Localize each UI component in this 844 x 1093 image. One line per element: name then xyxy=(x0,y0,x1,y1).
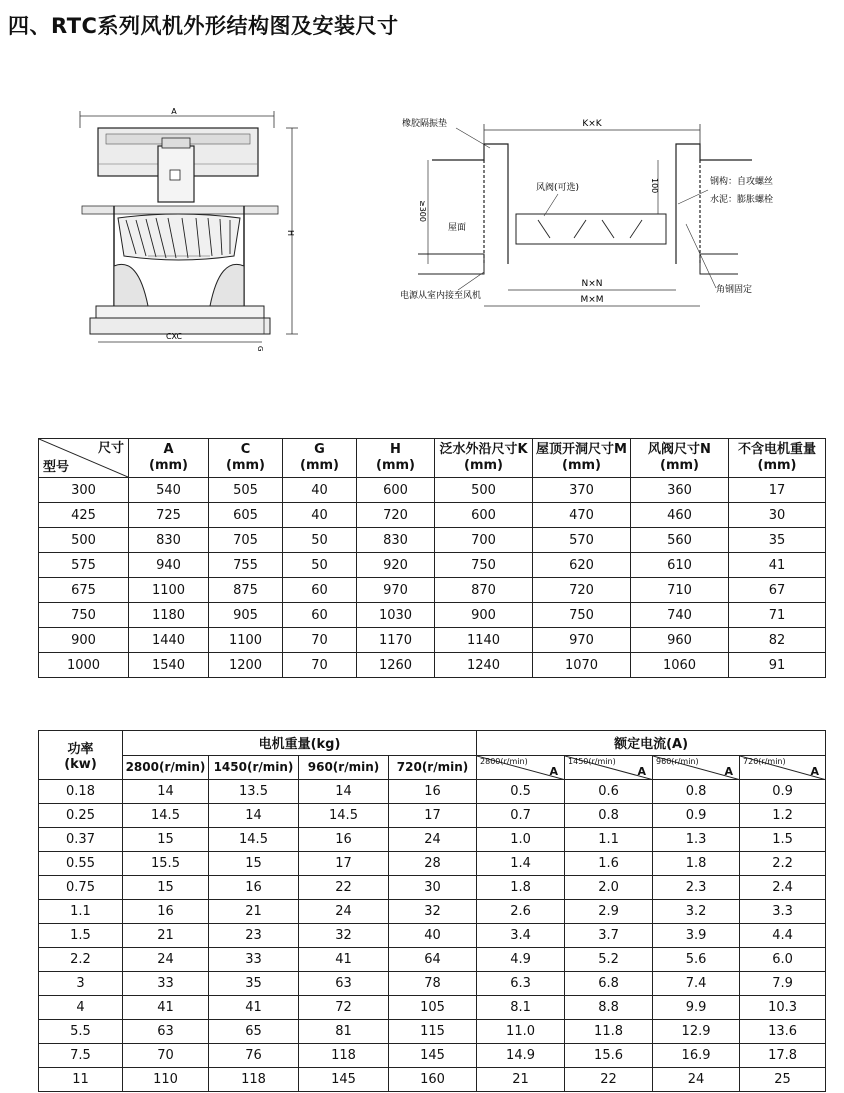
table-cell: 16 xyxy=(209,876,299,900)
table-cell: 70 xyxy=(123,1044,209,1068)
table-cell: 750 xyxy=(39,603,129,628)
dim-300-label: ≥300 xyxy=(418,200,427,222)
table-cell: 7.4 xyxy=(653,972,740,996)
table-row xyxy=(39,578,826,603)
table-cell: 78 xyxy=(389,972,477,996)
table-cell: 17 xyxy=(299,852,389,876)
table-row xyxy=(39,1068,826,1092)
table-cell: 740 xyxy=(631,603,729,628)
table-cell: 675 xyxy=(39,578,129,603)
table-cell: 5.6 xyxy=(653,948,740,972)
table-cell: 905 xyxy=(209,603,283,628)
table-cell: 1.1 xyxy=(565,828,653,852)
table-row xyxy=(39,924,826,948)
steel-label: 钢构：自攻螺丝 xyxy=(710,177,774,187)
table-cell: 4.4 xyxy=(740,924,826,948)
table-cell: 15 xyxy=(123,828,209,852)
weight-speed-header: 1450(r/min) xyxy=(209,755,299,780)
table-cell: 970 xyxy=(357,578,435,603)
table-cell: 830 xyxy=(129,528,209,553)
table-cell: 1540 xyxy=(129,653,209,678)
table-cell: 875 xyxy=(209,578,283,603)
table-cell: 1.5 xyxy=(39,924,123,948)
table-cell: 40 xyxy=(283,503,357,528)
table-cell: 2.6 xyxy=(477,900,565,924)
table-cell: 1.6 xyxy=(565,852,653,876)
table-cell: 370 xyxy=(533,478,631,503)
table-cell: 3.9 xyxy=(653,924,740,948)
table-cell: 0.55 xyxy=(39,852,123,876)
table-cell: 17 xyxy=(729,478,826,503)
table-cell: 9.9 xyxy=(653,996,740,1020)
power-header: 功率 (kw) xyxy=(39,731,123,780)
table-cell: 21 xyxy=(477,1068,565,1092)
table-row xyxy=(39,1044,826,1068)
dims-col-header: 不含电机重量 (mm) xyxy=(729,439,826,478)
table-row xyxy=(39,528,826,553)
table-cell: 1140 xyxy=(435,628,533,653)
table-cell: 11.0 xyxy=(477,1020,565,1044)
kxk-label: K×K xyxy=(582,119,602,129)
table-cell: 67 xyxy=(729,578,826,603)
dimensions-table xyxy=(38,438,826,678)
power-label: 电源从室内接至风机 xyxy=(400,291,482,301)
table-row xyxy=(39,948,826,972)
table-cell: 72 xyxy=(299,996,389,1020)
dims-col-header: 屋顶开洞尺寸M (mm) xyxy=(533,439,631,478)
concrete-label: 水泥：膨胀螺栓 xyxy=(710,195,774,205)
table-cell: 570 xyxy=(533,528,631,553)
table-cell: 505 xyxy=(209,478,283,503)
table-cell: 12.9 xyxy=(653,1020,740,1044)
weight-speed-header: 720(r/min) xyxy=(389,755,477,780)
table-cell: 110 xyxy=(123,1068,209,1092)
table-cell: 0.9 xyxy=(740,780,826,804)
table-cell: 22 xyxy=(299,876,389,900)
weight-speed-header: 2800(r/min) xyxy=(123,755,209,780)
table-cell: 32 xyxy=(299,924,389,948)
table-cell: 14.5 xyxy=(123,804,209,828)
table-cell: 145 xyxy=(389,1044,477,1068)
dims-col-header: G (mm) xyxy=(283,439,357,478)
table-cell: 1260 xyxy=(357,653,435,678)
table-cell: 41 xyxy=(123,996,209,1020)
table-row xyxy=(39,780,826,804)
table-cell: 7.9 xyxy=(740,972,826,996)
table-cell: 6.3 xyxy=(477,972,565,996)
table-row xyxy=(39,972,826,996)
dims-col-header: 泛水外沿尺寸K (mm) xyxy=(435,439,533,478)
table-cell: 900 xyxy=(435,603,533,628)
table-cell: 16.9 xyxy=(653,1044,740,1068)
dims-col-header: H (mm) xyxy=(357,439,435,478)
table-cell: 1240 xyxy=(435,653,533,678)
table-cell: 32 xyxy=(389,900,477,924)
table-cell: 14 xyxy=(123,780,209,804)
table-cell: 1.8 xyxy=(653,852,740,876)
table-row xyxy=(39,828,826,852)
table-cell: 30 xyxy=(389,876,477,900)
table-cell: 16 xyxy=(123,900,209,924)
table-cell: 0.75 xyxy=(39,876,123,900)
table-cell: 8.1 xyxy=(477,996,565,1020)
table-cell: 41 xyxy=(209,996,299,1020)
page-title: 四、RTC系列风机外形结构图及安装尺寸 xyxy=(8,14,399,38)
table-cell: 25 xyxy=(740,1068,826,1092)
table-cell: 1200 xyxy=(209,653,283,678)
table-cell: 70 xyxy=(283,628,357,653)
table-cell: 600 xyxy=(435,503,533,528)
table-cell: 15 xyxy=(209,852,299,876)
current-speed-header: 2800(r/min) A xyxy=(477,755,565,780)
table-cell: 1.1 xyxy=(39,900,123,924)
nxn-label: N×N xyxy=(581,279,603,289)
table-cell: 3.4 xyxy=(477,924,565,948)
table-cell: 35 xyxy=(209,972,299,996)
table-cell: 560 xyxy=(631,528,729,553)
table-cell: 540 xyxy=(129,478,209,503)
table-cell: 3.7 xyxy=(565,924,653,948)
dims-header-row xyxy=(39,439,826,478)
table-cell: 575 xyxy=(39,553,129,578)
table-cell: 145 xyxy=(299,1068,389,1092)
table-cell: 2.2 xyxy=(39,948,123,972)
motor-header-row-2 xyxy=(39,755,826,780)
table-cell: 40 xyxy=(283,478,357,503)
table-cell: 700 xyxy=(435,528,533,553)
table-cell: 940 xyxy=(129,553,209,578)
table-cell: 460 xyxy=(631,503,729,528)
table-cell: 35 xyxy=(729,528,826,553)
fan-outline-drawing xyxy=(78,106,310,352)
table-cell: 14 xyxy=(209,804,299,828)
weight-group-header: 电机重量(kg) xyxy=(123,731,477,756)
table-cell: 1170 xyxy=(357,628,435,653)
table-cell: 725 xyxy=(129,503,209,528)
table-row xyxy=(39,804,826,828)
table-cell: 1060 xyxy=(631,653,729,678)
table-cell: 28 xyxy=(389,852,477,876)
table-cell: 470 xyxy=(533,503,631,528)
table-cell: 14.9 xyxy=(477,1044,565,1068)
table-cell: 500 xyxy=(39,528,129,553)
table-cell: 71 xyxy=(729,603,826,628)
angle-steel-label: 角钢固定 xyxy=(716,285,753,295)
table-cell: 81 xyxy=(299,1020,389,1044)
dims-col-header: A (mm) xyxy=(129,439,209,478)
motor-header-row-1 xyxy=(39,731,826,756)
installation-drawing xyxy=(398,104,818,320)
table-cell: 33 xyxy=(209,948,299,972)
table-cell: 2.0 xyxy=(565,876,653,900)
current-group-header: 额定电流(A) xyxy=(477,731,826,756)
dims-table-body xyxy=(39,478,826,678)
table-cell: 720 xyxy=(533,578,631,603)
dims-corner-cell xyxy=(39,439,129,478)
table-cell: 1.0 xyxy=(477,828,565,852)
table-cell: 33 xyxy=(123,972,209,996)
table-cell: 870 xyxy=(435,578,533,603)
table-cell: 21 xyxy=(123,924,209,948)
table-cell: 70 xyxy=(283,653,357,678)
table-cell: 63 xyxy=(299,972,389,996)
table-cell: 60 xyxy=(283,578,357,603)
table-cell: 750 xyxy=(435,553,533,578)
table-cell: 15.5 xyxy=(123,852,209,876)
table-cell: 15 xyxy=(123,876,209,900)
table-cell: 0.8 xyxy=(565,804,653,828)
table-cell: 21 xyxy=(209,900,299,924)
table-cell: 24 xyxy=(123,948,209,972)
corner-size-label: 尺寸 xyxy=(97,441,124,456)
table-cell: 0.5 xyxy=(477,780,565,804)
rubber-pad-label: 橡胶隔振垫 xyxy=(402,119,448,129)
table-cell: 0.6 xyxy=(565,780,653,804)
dim-a-label: A xyxy=(171,107,177,116)
table-cell: 64 xyxy=(389,948,477,972)
motor-table-body xyxy=(39,780,826,1092)
table-cell: 1000 xyxy=(39,653,129,678)
table-cell: 4.9 xyxy=(477,948,565,972)
table-cell: 1.4 xyxy=(477,852,565,876)
table-cell: 13.5 xyxy=(209,780,299,804)
table-cell: 900 xyxy=(39,628,129,653)
table-row xyxy=(39,996,826,1020)
table-cell: 13.6 xyxy=(740,1020,826,1044)
dim-100-label: 100 xyxy=(650,178,659,194)
current-speed-header: 720(r/min) A xyxy=(740,755,826,780)
table-row xyxy=(39,603,826,628)
table-cell: 1.3 xyxy=(653,828,740,852)
dim-g-label: G xyxy=(256,346,264,352)
table-cell: 7.5 xyxy=(39,1044,123,1068)
table-cell: 14 xyxy=(299,780,389,804)
table-cell: 82 xyxy=(729,628,826,653)
table-cell: 0.18 xyxy=(39,780,123,804)
table-cell: 76 xyxy=(209,1044,299,1068)
table-cell: 3.2 xyxy=(653,900,740,924)
table-cell: 0.7 xyxy=(477,804,565,828)
table-row xyxy=(39,900,826,924)
table-row xyxy=(39,1020,826,1044)
table-cell: 1100 xyxy=(209,628,283,653)
table-row xyxy=(39,553,826,578)
table-cell: 2.4 xyxy=(740,876,826,900)
table-cell: 6.8 xyxy=(565,972,653,996)
roof-label: 屋面 xyxy=(448,223,467,233)
table-cell: 300 xyxy=(39,478,129,503)
current-speed-header: 1450(r/min) A xyxy=(565,755,653,780)
table-row xyxy=(39,876,826,900)
table-cell: 3 xyxy=(39,972,123,996)
table-cell: 10.3 xyxy=(740,996,826,1020)
table-cell: 1070 xyxy=(533,653,631,678)
table-cell: 1030 xyxy=(357,603,435,628)
table-cell: 5.5 xyxy=(39,1020,123,1044)
table-cell: 118 xyxy=(209,1068,299,1092)
current-speed-header: 960(r/min) A xyxy=(653,755,740,780)
table-cell: 1.2 xyxy=(740,804,826,828)
table-cell: 2.3 xyxy=(653,876,740,900)
table-cell: 16 xyxy=(299,828,389,852)
table-cell: 16 xyxy=(389,780,477,804)
table-cell: 830 xyxy=(357,528,435,553)
table-cell: 600 xyxy=(357,478,435,503)
table-cell: 0.37 xyxy=(39,828,123,852)
table-cell: 24 xyxy=(653,1068,740,1092)
table-cell: 60 xyxy=(283,603,357,628)
table-cell: 91 xyxy=(729,653,826,678)
table-cell: 1100 xyxy=(129,578,209,603)
table-cell: 30 xyxy=(729,503,826,528)
table-cell: 2.2 xyxy=(740,852,826,876)
motor-table xyxy=(38,730,826,1092)
table-cell: 17 xyxy=(389,804,477,828)
table-cell: 50 xyxy=(283,553,357,578)
table-cell: 1.5 xyxy=(740,828,826,852)
table-cell: 620 xyxy=(533,553,631,578)
table-cell: 710 xyxy=(631,578,729,603)
table-cell: 23 xyxy=(209,924,299,948)
table-cell: 0.8 xyxy=(653,780,740,804)
table-cell: 4 xyxy=(39,996,123,1020)
table-cell: 960 xyxy=(631,628,729,653)
table-cell: 970 xyxy=(533,628,631,653)
table-cell: 3.3 xyxy=(740,900,826,924)
table-cell: 0.25 xyxy=(39,804,123,828)
dims-col-header: 风阀尺寸N (mm) xyxy=(631,439,729,478)
table-cell: 1.8 xyxy=(477,876,565,900)
table-cell: 65 xyxy=(209,1020,299,1044)
table-cell: 755 xyxy=(209,553,283,578)
table-cell: 0.9 xyxy=(653,804,740,828)
table-cell: 605 xyxy=(209,503,283,528)
table-cell: 360 xyxy=(631,478,729,503)
table-cell: 15.6 xyxy=(565,1044,653,1068)
table-row xyxy=(39,852,826,876)
table-row xyxy=(39,478,826,503)
table-cell: 6.0 xyxy=(740,948,826,972)
table-cell: 63 xyxy=(123,1020,209,1044)
table-cell: 425 xyxy=(39,503,129,528)
table-cell: 41 xyxy=(729,553,826,578)
table-cell: 705 xyxy=(209,528,283,553)
table-cell: 41 xyxy=(299,948,389,972)
dims-col-header: C (mm) xyxy=(209,439,283,478)
table-row xyxy=(39,628,826,653)
damper-label: 风阀(可选) xyxy=(536,183,580,193)
mxm-label: M×M xyxy=(580,295,604,305)
table-cell: 115 xyxy=(389,1020,477,1044)
table-cell: 8.8 xyxy=(565,996,653,1020)
table-cell: 40 xyxy=(389,924,477,948)
table-cell: 610 xyxy=(631,553,729,578)
table-cell: 17.8 xyxy=(740,1044,826,1068)
weight-speed-header: 960(r/min) xyxy=(299,755,389,780)
dim-cxc-label: CXC xyxy=(165,332,183,341)
table-cell: 1180 xyxy=(129,603,209,628)
table-cell: 14.5 xyxy=(299,804,389,828)
table-cell: 160 xyxy=(389,1068,477,1092)
table-cell: 2.9 xyxy=(565,900,653,924)
dim-h-label: H xyxy=(286,230,295,237)
table-cell: 920 xyxy=(357,553,435,578)
table-cell: 50 xyxy=(283,528,357,553)
table-cell: 5.2 xyxy=(565,948,653,972)
table-cell: 118 xyxy=(299,1044,389,1068)
table-cell: 750 xyxy=(533,603,631,628)
table-cell: 22 xyxy=(565,1068,653,1092)
table-cell: 500 xyxy=(435,478,533,503)
corner-model-label: 型号 xyxy=(43,460,70,475)
table-cell: 11.8 xyxy=(565,1020,653,1044)
table-cell: 24 xyxy=(389,828,477,852)
table-cell: 24 xyxy=(299,900,389,924)
table-row xyxy=(39,503,826,528)
table-row xyxy=(39,653,826,678)
table-cell: 720 xyxy=(357,503,435,528)
table-cell: 11 xyxy=(39,1068,123,1092)
table-cell: 1440 xyxy=(129,628,209,653)
table-cell: 14.5 xyxy=(209,828,299,852)
table-cell: 105 xyxy=(389,996,477,1020)
